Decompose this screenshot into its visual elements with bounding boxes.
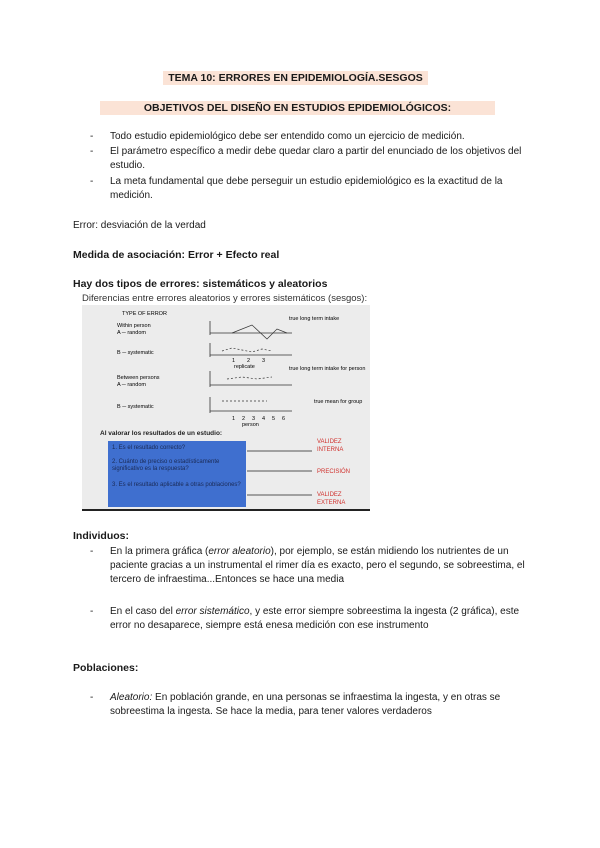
text-segment: En población grande, en una personas se infraestima la ingesta, y en otras se sobreestima la ingesta. Se hace la media, para tener valores verdaderos <box>110 692 501 717</box>
note-true-long-term-2: true long term intake for person <box>289 366 366 372</box>
text-segment: En el caso del <box>110 606 176 617</box>
errors-figure <box>82 305 370 510</box>
error-types-heading: Hay dos tipos de errores: sistemáticos y aleatorios <box>73 278 328 290</box>
individuals-item-1 <box>110 545 540 587</box>
note-true-mean: true mean for group <box>314 399 363 405</box>
populations-item-1 <box>110 691 540 719</box>
text-segment: En la primera gráfica ( <box>110 546 209 557</box>
figure-bottom-rule <box>82 509 370 511</box>
objective-item-1: Todo estudio epidemiológico debe ser entendido como un ejercicio de medición. <box>110 131 465 142</box>
tick-b-4: 4 <box>262 416 266 422</box>
axis-label-replicate: replicate <box>234 364 255 370</box>
page-title: TEMA 10: ERRORES EN EPIDEMIOLOGÍA.SESGOS <box>163 71 428 85</box>
question-1: 1. Es el resultado correcto? <box>112 445 186 451</box>
question-3: 3. Es el resultado aplicable a otras poblaciones? <box>112 482 241 488</box>
label-validez-interna: VALIDEZ INTERNA <box>317 439 344 453</box>
question-2: 2. Cuánto de preciso o estadísticamente significativo es la respuesta? <box>112 459 220 472</box>
label-validez-externa: VALIDEZ EXTERNA <box>317 492 346 506</box>
objective-item-3: La meta fundamental que debe perseguir un estudio epidemiológico es la exactitud de la medición. <box>110 176 503 201</box>
page-subtitle: OBJETIVOS DEL DISEÑO EN ESTUDIOS EPIDEMIOLÓGICOS: <box>100 101 495 115</box>
label-b-systematic-2: B ─ systematic <box>117 404 154 410</box>
text-segment: ), por ejemplo, se están midiendo los nutrientes de un paciente gracias a un instrumental el rimer día es exacto, pero el segundo, se sobreestima, el tercero de infraestima...Entonces se hace una media <box>110 546 525 585</box>
tick-b-5: 5 <box>272 416 276 422</box>
bullet-marker: - <box>90 546 94 557</box>
ticks-1: 1 <box>232 358 236 364</box>
error-definition: Error: desviación de la verdad <box>73 220 206 231</box>
tick-3: 3 <box>262 358 266 364</box>
random-between-trace <box>227 377 272 379</box>
individuals-item-2 <box>110 605 540 633</box>
emphasis-term: Aleatorio: <box>110 692 153 703</box>
figure-caption: Diferencias entre errores aleatorios y errores sistemáticos (sesgos): <box>82 293 368 304</box>
tick-b-3: 3 <box>252 416 256 422</box>
systematic-within-trace <box>222 348 272 352</box>
text-segment: , y este error siempre sobreestima la ingesta (2 gráfica), este error no desaparece, siempre está enesa medición con ese instrumento <box>110 606 520 631</box>
objective-item-2: El parámetro específico a medir debe quedar claro a partir del enunciado de los objetivos del estudio. <box>110 146 522 171</box>
tick-2: 2 <box>247 358 251 364</box>
emphasis-term: error aleatorio <box>208 546 271 557</box>
axis-label-person: person <box>242 422 259 428</box>
tick-b-2: 2 <box>242 416 246 422</box>
eval-title: Al valorar los resultados de un estudio: <box>100 430 223 437</box>
note-true-long-term-1: true long term intake <box>289 316 340 322</box>
bullet-marker: - <box>90 176 94 187</box>
bullet-marker: - <box>90 131 94 142</box>
emphasis-term: error sistemático <box>175 606 250 617</box>
tick-b-1: 1 <box>232 416 236 422</box>
label-between-persons: Between persons <box>117 375 160 381</box>
label-within-person: Within person <box>117 323 151 329</box>
bullet-marker: - <box>90 606 94 617</box>
label-a-random-2: A ─ random <box>117 382 146 388</box>
label-b-systematic-1: B ─ systematic <box>117 350 154 356</box>
individuals-heading: Individuos: <box>73 530 129 542</box>
questions-box <box>108 441 246 507</box>
bullet-marker: - <box>90 146 94 157</box>
tick-b-6: 6 <box>282 416 286 422</box>
figure-header: TYPE OF ERROR <box>122 311 167 317</box>
random-within-trace <box>232 325 287 339</box>
label-a-random-1: A ─ random <box>117 330 146 336</box>
association-heading: Medida de asociación: Error + Efecto real <box>73 249 280 261</box>
label-precision: PRECISIÓN <box>317 469 351 475</box>
bullet-marker: - <box>90 692 94 703</box>
populations-heading: Poblaciones: <box>73 662 139 674</box>
